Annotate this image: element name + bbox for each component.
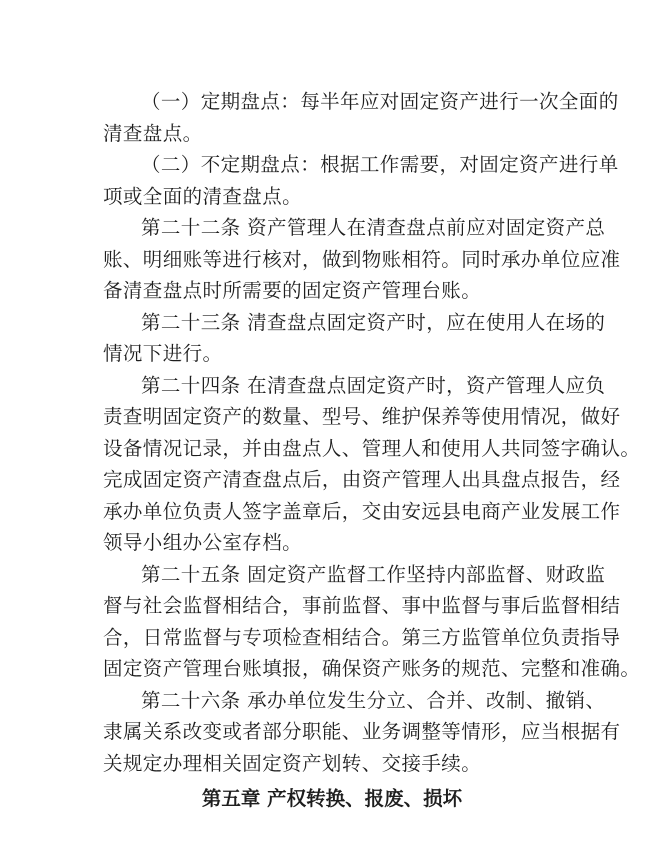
chapter-heading: 第五章 产权转换、报废、损坏 xyxy=(201,787,463,810)
article-24-line-5: 承办单位负责人签字盖章后，交由安远县电商产业发展工作 xyxy=(103,500,621,523)
paragraph-periodic-inventory-line-2: 清查盘点。 xyxy=(103,122,203,145)
article-24-line-1: 第二十四条 在清查盘点固定资产时，资产管理人应负 xyxy=(141,374,606,397)
article-23-line-1: 第二十三条 清查盘点固定资产时，应在使用人在场的 xyxy=(141,311,606,334)
article-22-line-2: 账、明细账等进行核对，做到物账相符。同时承办单位应准 xyxy=(103,248,621,271)
article-24-line-2: 责查明固定资产的数量、型号、维护保养等使用情况，做好 xyxy=(103,405,621,428)
article-24-line-6: 领导小组办公室存档。 xyxy=(103,531,303,554)
article-24-line-3: 设备情况记录，并由盘点人、管理人和使用人共同签字确认。 xyxy=(103,437,641,460)
article-22-line-3: 备清查盘点时所需要的固定资产管理台账。 xyxy=(103,279,482,302)
article-25-line-2: 督与社会监督相结合，事前监督、事中监督与事后监督相结 xyxy=(103,594,621,617)
article-26-line-2: 隶属关系改变或者部分职能、业务调整等情形，应当根据有 xyxy=(103,720,621,743)
paragraph-irregular-inventory-line-2: 项或全面的清查盘点。 xyxy=(103,185,303,208)
article-23-line-2: 情况下进行。 xyxy=(103,342,223,365)
article-26-line-3: 关规定办理相关固定资产划转、交接手续。 xyxy=(103,752,482,775)
article-24-line-4: 完成固定资产清查盘点后，由资产管理人出具盘点报告，经 xyxy=(103,468,621,491)
article-26-line-1: 第二十六条 承办单位发生分立、合并、改制、撤销、 xyxy=(141,689,606,712)
article-22-line-1: 第二十二条 资产管理人在清查盘点前应对固定资产总 xyxy=(141,216,606,239)
article-25-line-3: 合，日常监督与专项检查相结合。第三方监管单位负责指导 xyxy=(103,626,621,649)
paragraph-periodic-inventory-line-1: （一）定期盘点：每半年应对固定资产进行一次全面的 xyxy=(141,90,619,113)
paragraph-irregular-inventory-line-1: （二）不定期盘点：根据工作需要，对固定资产进行单 xyxy=(141,153,619,176)
article-25-line-1: 第二十五条 固定资产监督工作坚持内部监督、财政监 xyxy=(141,563,606,586)
article-25-line-4: 固定资产管理台账填报，确保资产账务的规范、完整和准确。 xyxy=(103,657,641,680)
